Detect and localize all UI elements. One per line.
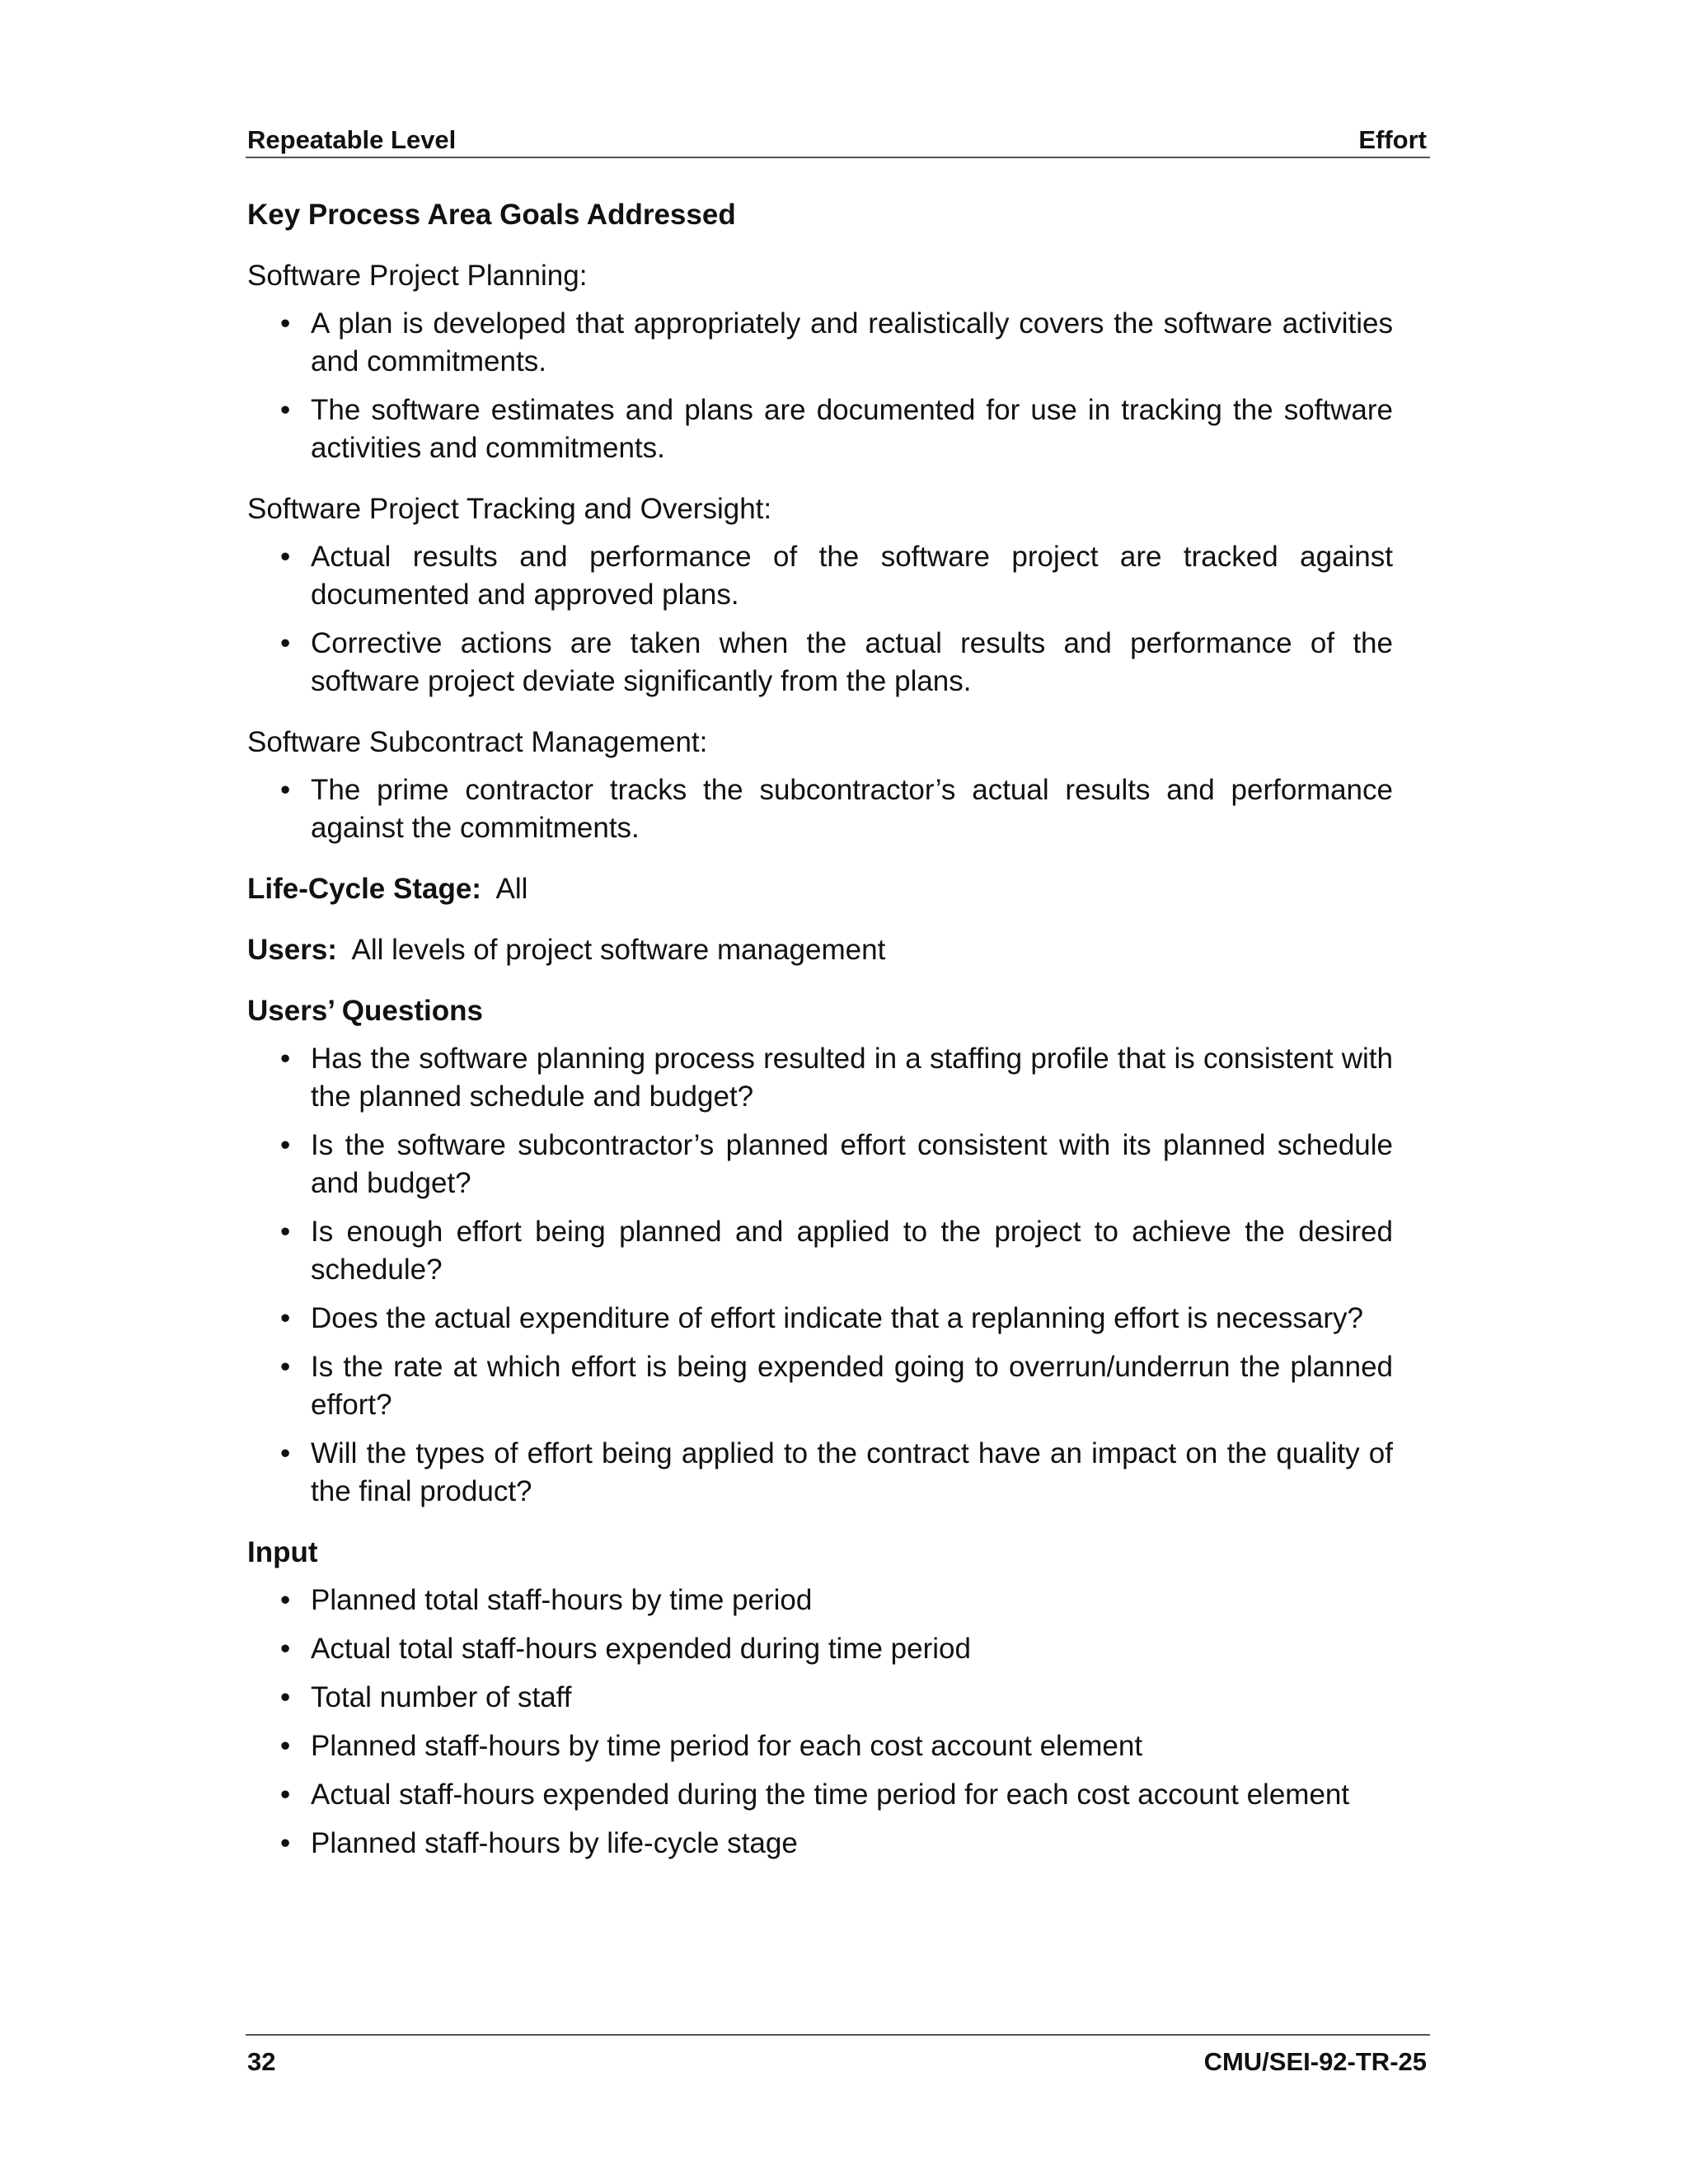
report-id: CMU/SEI-92-TR-25	[1203, 2047, 1427, 2076]
lifecycle-stage-value: All	[495, 873, 528, 905]
list-item: • The software estimates and plans are documented for use in tracking the software activities and commitments.	[247, 391, 1393, 467]
bullet-icon: •	[280, 394, 291, 426]
bullet-icon: •	[280, 1633, 291, 1665]
subcontract-list	[247, 771, 1393, 847]
users-line	[247, 931, 1393, 969]
lifecycle-stage-line	[247, 870, 1393, 908]
bullet-icon: •	[280, 1584, 291, 1616]
bullet-icon: •	[280, 774, 291, 806]
lifecycle-stage-label: Life-Cycle Stage:	[247, 873, 481, 905]
list-item: • Total number of staff	[247, 1679, 1393, 1717]
list-item: • Planned staff-hours by time period for each cost account element	[247, 1727, 1393, 1765]
planning-title: Software Project Planning:	[247, 260, 588, 292]
bullet-icon: •	[280, 541, 291, 573]
planning-list	[247, 305, 1393, 467]
users-questions-list	[247, 1040, 1393, 1511]
list-item: • Does the actual expenditure of effort indicate that a replanning effort is necessary?	[247, 1300, 1393, 1338]
list-item: • Actual results and performance of the software project are tracked against documented and approved plans.	[247, 538, 1393, 614]
users-label: Users:	[247, 934, 337, 966]
users-questions-heading: Users’ Questions	[247, 995, 483, 1027]
input-list	[247, 1582, 1393, 1863]
goals-heading: Key Process Area Goals Addressed	[247, 199, 736, 231]
bullet-icon: •	[280, 1216, 291, 1248]
bullet-icon: •	[280, 1779, 291, 1811]
bullet-icon: •	[280, 1437, 291, 1469]
bullet-icon: •	[280, 1681, 291, 1713]
list-item: • The prime contractor tracks the subcontractor’s actual results and performance against the commitments.	[247, 771, 1393, 847]
tracking-list	[247, 538, 1393, 701]
list-item: • Will the types of effort being applied to the contract have an impact on the quality of the final product?	[247, 1435, 1393, 1511]
list-item: • A plan is developed that appropriately and realistically covers the software activities and commitments.	[247, 305, 1393, 381]
bullet-icon: •	[280, 1043, 291, 1075]
bullet-icon: •	[280, 1827, 291, 1859]
header-topic-label: Effort	[1358, 125, 1427, 154]
bullet-icon: •	[280, 1302, 291, 1334]
input-heading: Input	[247, 1536, 318, 1568]
page-content	[247, 196, 1393, 1886]
running-header	[246, 124, 1430, 158]
list-item: • Has the software planning process resulted in a staffing profile that is consistent with the planned schedule and budget?	[247, 1040, 1393, 1116]
page-number: 32	[247, 2047, 276, 2076]
list-item: • Planned total staff-hours by time period	[247, 1582, 1393, 1619]
users-value: All levels of project software management	[351, 934, 886, 966]
subcontract-title: Software Subcontract Management:	[247, 726, 708, 758]
list-item: • Is the software subcontractor’s planned effort consistent with its planned schedule and budget?	[247, 1127, 1393, 1202]
header-section-label: Repeatable Level	[247, 125, 457, 154]
bullet-icon: •	[280, 1351, 291, 1383]
list-item: • Corrective actions are taken when the actual results and performance of the software project deviate significantly from the plans.	[247, 625, 1393, 701]
running-footer	[246, 2034, 1430, 2077]
list-item: • Is enough effort being planned and applied to the project to achieve the desired schedule?	[247, 1213, 1393, 1289]
bullet-icon: •	[280, 627, 291, 659]
tracking-title: Software Project Tracking and Oversight:	[247, 493, 772, 525]
bullet-icon: •	[280, 1730, 291, 1762]
bullet-icon: •	[280, 307, 291, 340]
list-item: • Actual staff-hours expended during the time period for each cost account element	[247, 1776, 1393, 1814]
bullet-icon: •	[280, 1129, 291, 1161]
list-item: • Is the rate at which effort is being expended going to overrun/underrun the planned effort?	[247, 1348, 1393, 1424]
list-item: • Planned staff-hours by life-cycle stage	[247, 1825, 1393, 1863]
list-item: • Actual total staff-hours expended during time period	[247, 1630, 1393, 1668]
